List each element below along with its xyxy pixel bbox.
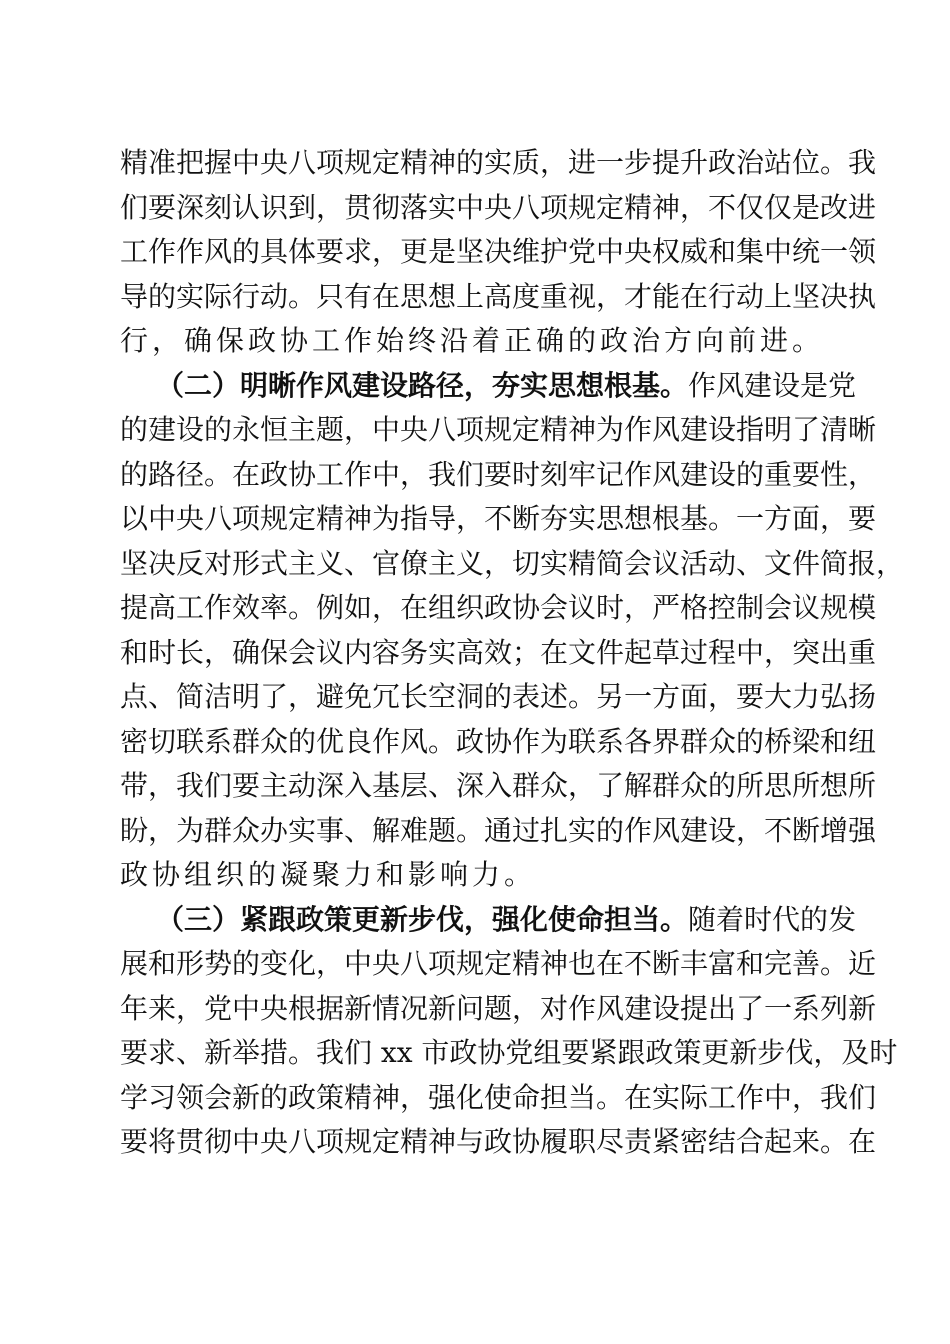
text-line: 要求、新举措。我们 xx 市政协党组要紧跟政策更新步伐，及时: [120, 1036, 898, 1069]
paragraph-first-line: [120, 898, 857, 943]
text-line: 行，确保政协工作始终沿着正确的政治方向前进。: [120, 324, 825, 357]
document-page: [120, 141, 905, 1165]
text-line: 密切联系群众的优良作风。政协作为联系各界群众的桥梁和纽: [120, 724, 877, 758]
text-line: 工作作风的具体要求，更是坚决维护党中央权威和集中统一领: [120, 235, 877, 268]
text-line: 展和形势的变化，中央八项规定精神也在不断丰富和完善。近: [120, 947, 877, 980]
text-line: 盼，为群众办实事、解难题。通过扎实的作风建设，不断增强: [120, 813, 877, 847]
text-line: 提高工作效率。例如，在组织政协会议时，严格控制会议规模: [120, 591, 877, 624]
text-line: 以中央八项规定精神为指导，不断夯实思想根基。一方面，要: [120, 502, 877, 535]
body-text: 作风建设是党: [688, 368, 857, 402]
text-line: 精准把握中央八项规定精神的实质，进一步提升政治站位。我: [120, 146, 877, 179]
body-text: 随着时代的发: [688, 902, 857, 936]
text-line: 的路径。在政协工作中，我们要时刻牢记作风建设的重要性，: [120, 457, 877, 491]
paragraph: [120, 141, 877, 364]
text-line: 点、简洁明了，避免冗长空洞的表述。另一方面，要大力弘扬: [120, 680, 877, 713]
text-line: 带，我们要主动深入基层、深入群众，了解群众的所思所想所: [120, 769, 877, 802]
paragraph: [120, 898, 898, 1165]
text-line: 的建设的永恒主题，中央八项规定精神为作风建设指明了清晰: [120, 413, 877, 446]
section-heading: （三）紧跟政策更新步伐，强化使命担当。: [156, 902, 689, 936]
text-line: 坚决反对形式主义、官僚主义，切实精简会议活动、文件简报，: [120, 546, 905, 580]
text-line: 们要深刻认识到，贯彻落实中央八项规定精神，不仅仅是改进: [120, 190, 877, 224]
text-line: 年来，党中央根据新情况新问题，对作风建设提出了一系列新: [120, 991, 877, 1025]
text-line: 要将贯彻中央八项规定精神与政协履职尽责紧密结合起来。在: [120, 1125, 877, 1158]
text-line: 导的实际行动。只有在思想上高度重视，才能在行动上坚决执: [120, 279, 877, 313]
paragraph-first-line: [120, 364, 857, 409]
text-line: 学习领会新的政策精神，强化使命担当。在实际工作中，我们: [120, 1080, 877, 1114]
paragraph: [120, 364, 905, 898]
text-line: 政协组织的凝聚力和影响力。: [120, 858, 537, 891]
text-line: 和时长，确保会议内容务实高效；在文件起草过程中，突出重: [120, 635, 877, 669]
section-heading: （二）明晰作风建设路径，夯实思想根基。: [156, 368, 689, 402]
